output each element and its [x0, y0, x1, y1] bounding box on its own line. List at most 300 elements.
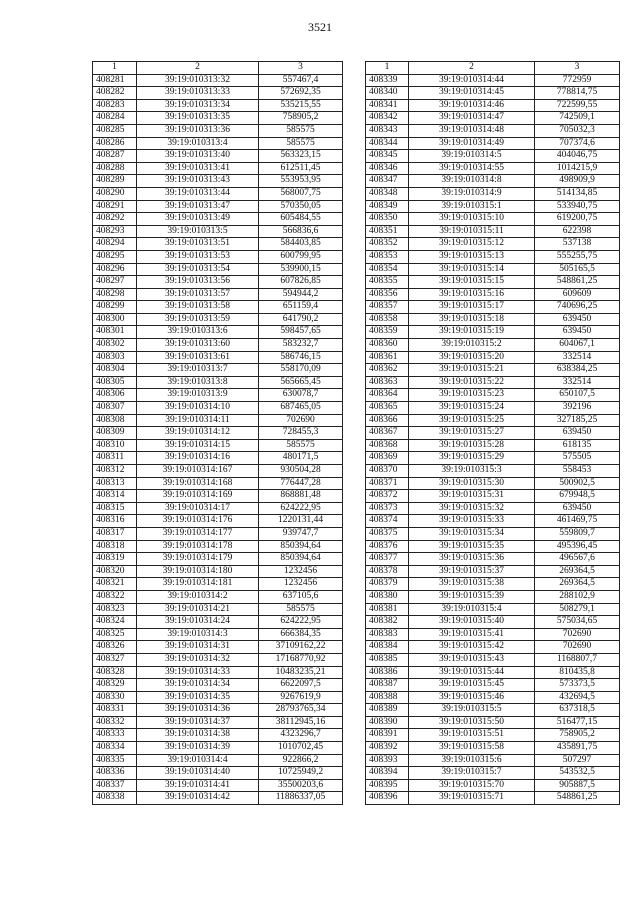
cadastral-value: 507297: [535, 754, 620, 767]
row-number: 408299: [93, 301, 137, 314]
row-number: 408351: [366, 225, 409, 238]
row-number: 408396: [366, 792, 409, 805]
cadastral-number: 39:19:010314:181: [137, 578, 259, 591]
row-number: 408282: [93, 87, 137, 100]
cadastral-value: 594944,2: [259, 288, 343, 301]
table-row: [93, 339, 343, 352]
cadastral-value: 555255,75: [535, 250, 620, 263]
cadastral-value: 1168807,7: [535, 653, 620, 666]
table-row: [93, 540, 343, 553]
cadastral-number: 39:19:010315:19: [409, 326, 535, 339]
cadastral-value: 922866,2: [259, 754, 343, 767]
row-number: 408387: [366, 679, 409, 692]
row-number: 408362: [366, 364, 409, 377]
table-row: [366, 553, 620, 566]
cadastral-value: 722599,55: [535, 99, 620, 112]
table-row: [366, 490, 620, 503]
row-number: 408368: [366, 439, 409, 452]
row-number: 408316: [93, 515, 137, 528]
table-row: [366, 402, 620, 415]
table-row: [93, 175, 343, 188]
row-number: 408393: [366, 754, 409, 767]
row-number: 408335: [93, 754, 137, 767]
table-row: [93, 679, 343, 692]
cadastral-number: 39:19:010314:8: [409, 175, 535, 188]
cadastral-number: 39:19:010315:35: [409, 540, 535, 553]
column-header: 3: [259, 62, 343, 75]
table-row: [366, 742, 620, 755]
row-number: 408365: [366, 402, 409, 415]
cadastral-value: 543532,5: [535, 767, 620, 780]
row-number: 408344: [366, 137, 409, 150]
cadastral-number: 39:19:010313:60: [137, 339, 259, 352]
row-number: 408314: [93, 490, 137, 503]
table-row: [93, 565, 343, 578]
table-row: [366, 704, 620, 717]
cadastral-number: 39:19:010314:36: [137, 704, 259, 717]
row-number: 408378: [366, 565, 409, 578]
cadastral-number: 39:19:010314:17: [137, 502, 259, 515]
row-number: 408306: [93, 389, 137, 402]
cadastral-number: 39:19:010315:50: [409, 716, 535, 729]
table-row: [93, 288, 343, 301]
table-row: [93, 767, 343, 780]
cadastral-number: 39:19:010315:23: [409, 389, 535, 402]
cadastral-number: 39:19:010314:40: [137, 767, 259, 780]
cadastral-value: 619200,75: [535, 213, 620, 226]
table-row: [366, 112, 620, 125]
cadastral-value: 1014215,9: [535, 162, 620, 175]
cadastral-value: 9267619,9: [259, 691, 343, 704]
cadastral-number: 39:19:010314:15: [137, 439, 259, 452]
cadastral-value: 37109162,22: [259, 641, 343, 654]
cadastral-number: 39:19:010314:49: [409, 137, 535, 150]
cadastral-value: 392196: [535, 402, 620, 415]
row-number: 408329: [93, 679, 137, 692]
cadastral-value: 548861,25: [535, 276, 620, 289]
table-row: [366, 288, 620, 301]
table-row: [93, 389, 343, 402]
table-row: [366, 389, 620, 402]
row-number: 408361: [366, 351, 409, 364]
table-row: [366, 238, 620, 251]
cadastral-number: 39:19:010314:31: [137, 641, 259, 654]
row-number: 408328: [93, 666, 137, 679]
cadastral-value: 702690: [535, 628, 620, 641]
row-number: 408303: [93, 351, 137, 364]
row-number: 408382: [366, 616, 409, 629]
cadastral-value: 772959: [535, 74, 620, 87]
row-number: 408307: [93, 402, 137, 415]
cadastral-value: 758905,2: [535, 729, 620, 742]
row-number: 408366: [366, 414, 409, 427]
cadastral-number: 39:19:010315:30: [409, 477, 535, 490]
cadastral-number: 39:19:010314:45: [409, 87, 535, 100]
table-row: [366, 301, 620, 314]
cadastral-value: 585575: [259, 603, 343, 616]
cadastral-value: 17168770,92: [259, 653, 343, 666]
cadastral-number: 39:19:010315:6: [409, 754, 535, 767]
table-row: [366, 716, 620, 729]
row-number: 408346: [366, 162, 409, 175]
cadastral-value: 568007,75: [259, 187, 343, 200]
cadastral-value: 639450: [535, 313, 620, 326]
cadastral-value: 495396,45: [535, 540, 620, 553]
cadastral-value: 35500203,6: [259, 779, 343, 792]
cadastral-value: 687465,05: [259, 402, 343, 415]
cadastral-number: 39:19:010313:47: [137, 200, 259, 213]
cadastral-number: 39:19:010314:169: [137, 490, 259, 503]
table-row: [366, 213, 620, 226]
row-number: 408372: [366, 490, 409, 503]
row-number: 408381: [366, 603, 409, 616]
row-number: 408283: [93, 99, 137, 112]
table-row: [366, 729, 620, 742]
table-row: [366, 364, 620, 377]
cadastral-value: 641790,2: [259, 313, 343, 326]
row-number: 408370: [366, 465, 409, 478]
cadastral-number: 39:19:010314:178: [137, 540, 259, 553]
cadastral-value: 575034,65: [535, 616, 620, 629]
cadastral-number: 39:19:010315:43: [409, 653, 535, 666]
row-number: 408291: [93, 200, 137, 213]
cadastral-value: 565665,45: [259, 376, 343, 389]
cadastral-number: 39:19:010313:40: [137, 150, 259, 163]
cadastral-number: 39:19:010314:179: [137, 553, 259, 566]
row-number: 408350: [366, 213, 409, 226]
table-row: [93, 364, 343, 377]
table-row: [93, 263, 343, 276]
cadastral-number: 39:19:010315:4: [409, 603, 535, 616]
row-number: 408337: [93, 779, 137, 792]
cadastral-number: 39:19:010314:4: [137, 754, 259, 767]
row-number: 408312: [93, 465, 137, 478]
cadastral-value: 850394,64: [259, 540, 343, 553]
table-row: [366, 137, 620, 150]
table-row: [366, 502, 620, 515]
row-number: 408336: [93, 767, 137, 780]
table-row: [93, 200, 343, 213]
row-number: 408315: [93, 502, 137, 515]
cadastral-value: 905887,5: [535, 779, 620, 792]
cadastral-value: 514134,85: [535, 187, 620, 200]
table-row: [93, 666, 343, 679]
table-row: [366, 150, 620, 163]
cadastral-value: 496567,6: [535, 553, 620, 566]
cadastral-number: 39:19:010314:9: [409, 187, 535, 200]
cadastral-number: 39:19:010313:54: [137, 263, 259, 276]
row-number: 408375: [366, 527, 409, 540]
cadastral-number: 39:19:010315:14: [409, 263, 535, 276]
row-number: 408376: [366, 540, 409, 553]
row-number: 408313: [93, 477, 137, 490]
register-table-left: [92, 61, 343, 805]
table-row: [93, 137, 343, 150]
cadastral-number: 39:19:010313:4: [137, 137, 259, 150]
table-row: [93, 490, 343, 503]
cadastral-number: 39:19:010314:34: [137, 679, 259, 692]
cadastral-number: 39:19:010315:34: [409, 527, 535, 540]
table-row: [366, 187, 620, 200]
row-number: 408340: [366, 87, 409, 100]
table-row: [366, 465, 620, 478]
cadastral-number: 39:19:010315:51: [409, 729, 535, 742]
row-number: 408367: [366, 427, 409, 440]
row-number: 408338: [93, 792, 137, 805]
table-row: [93, 641, 343, 654]
cadastral-number: 39:19:010313:33: [137, 87, 259, 100]
register-table-right-body: [366, 62, 620, 805]
row-number: 408373: [366, 502, 409, 515]
row-number: 408339: [366, 74, 409, 87]
table-row: [93, 527, 343, 540]
table-row: [93, 124, 343, 137]
cadastral-value: 535215,55: [259, 99, 343, 112]
row-number: 408331: [93, 704, 137, 717]
cadastral-number: 39:19:010315:44: [409, 666, 535, 679]
cadastral-number: 39:19:010313:35: [137, 112, 259, 125]
cadastral-number: 39:19:010313:59: [137, 313, 259, 326]
cadastral-value: 622398: [535, 225, 620, 238]
cadastral-number: 39:19:010315:17: [409, 301, 535, 314]
table-row: [93, 653, 343, 666]
row-number: 408384: [366, 641, 409, 654]
cadastral-number: 39:19:010314:55: [409, 162, 535, 175]
cadastral-number: 39:19:010313:5: [137, 225, 259, 238]
table-row: [366, 276, 620, 289]
cadastral-value: 288102,9: [535, 590, 620, 603]
cadastral-value: 666384,35: [259, 628, 343, 641]
cadastral-value: 939747,7: [259, 527, 343, 540]
cadastral-value: 930504,28: [259, 465, 343, 478]
table-row: [366, 616, 620, 629]
cadastral-number: 39:19:010313:57: [137, 288, 259, 301]
table-row: [93, 150, 343, 163]
row-number: 408321: [93, 578, 137, 591]
row-number: 408345: [366, 150, 409, 163]
cadastral-value: 651159,4: [259, 301, 343, 314]
cadastral-number: 39:19:010314:10: [137, 402, 259, 415]
column-header: 3: [535, 62, 620, 75]
row-number: 408386: [366, 666, 409, 679]
row-number: 408348: [366, 187, 409, 200]
cadastral-value: 679948,5: [535, 490, 620, 503]
cadastral-number: 39:19:010315:46: [409, 691, 535, 704]
row-number: 408285: [93, 124, 137, 137]
cadastral-number: 39:19:010315:24: [409, 402, 535, 415]
cadastral-value: 618135: [535, 439, 620, 452]
row-number: 408374: [366, 515, 409, 528]
row-number: 408298: [93, 288, 137, 301]
cadastral-value: 572692,35: [259, 87, 343, 100]
cadastral-value: 1220131,44: [259, 515, 343, 528]
table-row: [93, 87, 343, 100]
cadastral-number: 39:19:010315:38: [409, 578, 535, 591]
table-row: [93, 691, 343, 704]
cadastral-value: 586746,15: [259, 351, 343, 364]
table-row: [93, 792, 343, 805]
cadastral-value: 598457,65: [259, 326, 343, 339]
cadastral-number: 39:19:010313:9: [137, 389, 259, 402]
row-number: 408300: [93, 313, 137, 326]
cadastral-value: 38112945,16: [259, 716, 343, 729]
cadastral-value: 605484,55: [259, 213, 343, 226]
row-number: 408385: [366, 653, 409, 666]
table-row: [93, 754, 343, 767]
row-number: 408323: [93, 603, 137, 616]
cadastral-number: 39:19:010315:42: [409, 641, 535, 654]
cadastral-value: 404046,75: [535, 150, 620, 163]
table-row: [366, 691, 620, 704]
cadastral-number: 39:19:010315:39: [409, 590, 535, 603]
table-row: [366, 666, 620, 679]
cadastral-number: 39:19:010315:10: [409, 213, 535, 226]
cadastral-number: 39:19:010314:39: [137, 742, 259, 755]
cadastral-number: 39:19:010314:24: [137, 616, 259, 629]
cadastral-value: 570350,05: [259, 200, 343, 213]
row-number: 408297: [93, 276, 137, 289]
table-row: [93, 351, 343, 364]
cadastral-number: 39:19:010313:61: [137, 351, 259, 364]
cadastral-number: 39:19:010313:56: [137, 276, 259, 289]
cadastral-value: 702690: [535, 641, 620, 654]
row-number: 408353: [366, 250, 409, 263]
table-row: [93, 414, 343, 427]
cadastral-number: 39:19:010314:167: [137, 465, 259, 478]
cadastral-number: 39:19:010313:43: [137, 175, 259, 188]
table-row: [366, 427, 620, 440]
table-row: [366, 263, 620, 276]
cadastral-number: 39:19:010314:3: [137, 628, 259, 641]
row-number: 408287: [93, 150, 137, 163]
column-header: 1: [93, 62, 137, 75]
cadastral-value: 1010702,45: [259, 742, 343, 755]
table-row: [366, 414, 620, 427]
table-row: [366, 792, 620, 805]
cadastral-value: 624222,95: [259, 502, 343, 515]
cadastral-value: 432694,5: [535, 691, 620, 704]
table-row: [366, 376, 620, 389]
cadastral-value: 728455,3: [259, 427, 343, 440]
cadastral-value: 435891,75: [535, 742, 620, 755]
cadastral-value: 607826,85: [259, 276, 343, 289]
cadastral-number: 39:19:010315:37: [409, 565, 535, 578]
row-number: 408343: [366, 124, 409, 137]
row-number: 408388: [366, 691, 409, 704]
table-row: [366, 326, 620, 339]
table-row: [93, 427, 343, 440]
row-number: 408333: [93, 729, 137, 742]
row-number: 408319: [93, 553, 137, 566]
row-number: 408391: [366, 729, 409, 742]
cadastral-value: 28793765,34: [259, 704, 343, 717]
row-number: 408342: [366, 112, 409, 125]
cadastral-value: 612511,45: [259, 162, 343, 175]
table-row: [93, 515, 343, 528]
table-row: [366, 225, 620, 238]
cadastral-value: 740696,25: [535, 301, 620, 314]
cadastral-number: 39:19:010314:35: [137, 691, 259, 704]
cadastral-number: 39:19:010315:15: [409, 276, 535, 289]
cadastral-value: 624222,95: [259, 616, 343, 629]
table-row: [366, 779, 620, 792]
cadastral-value: 573373,5: [535, 679, 620, 692]
row-number: 408284: [93, 112, 137, 125]
cadastral-number: 39:19:010315:70: [409, 779, 535, 792]
row-number: 408296: [93, 263, 137, 276]
row-number: 408281: [93, 74, 137, 87]
cadastral-value: 559809,7: [535, 527, 620, 540]
table-row: [93, 238, 343, 251]
row-number: 408292: [93, 213, 137, 226]
cadastral-number: 39:19:010313:41: [137, 162, 259, 175]
cadastral-number: 39:19:010314:44: [409, 74, 535, 87]
cadastral-number: 39:19:010313:6: [137, 326, 259, 339]
cadastral-number: 39:19:010313:44: [137, 187, 259, 200]
table-row: [93, 402, 343, 415]
row-number: 408322: [93, 590, 137, 603]
cadastral-number: 39:19:010315:33: [409, 515, 535, 528]
table-row: [366, 515, 620, 528]
row-number: 408288: [93, 162, 137, 175]
cadastral-value: 609609: [535, 288, 620, 301]
row-number: 408311: [93, 452, 137, 465]
register-table-right: [365, 61, 620, 805]
table-row: [93, 376, 343, 389]
cadastral-value: 533940,75: [535, 200, 620, 213]
cadastral-number: 39:19:010314:12: [137, 427, 259, 440]
column-header: 2: [137, 62, 259, 75]
row-number: 408309: [93, 427, 137, 440]
table-row: [93, 187, 343, 200]
cadastral-number: 39:19:010314:47: [409, 112, 535, 125]
cadastral-number: 39:19:010314:38: [137, 729, 259, 742]
table-row: [366, 653, 620, 666]
cadastral-value: 758905,2: [259, 112, 343, 125]
cadastral-number: 39:19:010315:58: [409, 742, 535, 755]
table-row: [93, 628, 343, 641]
row-number: 408325: [93, 628, 137, 641]
cadastral-number: 39:19:010314:41: [137, 779, 259, 792]
cadastral-number: 39:19:010314:21: [137, 603, 259, 616]
table-row: [366, 175, 620, 188]
row-number: 408301: [93, 326, 137, 339]
cadastral-number: 39:19:010315:41: [409, 628, 535, 641]
table-row: [366, 99, 620, 112]
cadastral-value: 566836,6: [259, 225, 343, 238]
cadastral-value: 600799,95: [259, 250, 343, 263]
row-number: 408359: [366, 326, 409, 339]
cadastral-number: 39:19:010314:177: [137, 527, 259, 540]
cadastral-value: 332514: [535, 376, 620, 389]
table-row: [93, 112, 343, 125]
cadastral-number: 39:19:010315:22: [409, 376, 535, 389]
cadastral-value: 776447,28: [259, 477, 343, 490]
cadastral-value: 742509,1: [535, 112, 620, 125]
row-number: 408356: [366, 288, 409, 301]
table-row: [366, 578, 620, 591]
cadastral-value: 583232,7: [259, 339, 343, 352]
cadastral-value: 461469,75: [535, 515, 620, 528]
cadastral-number: 39:19:010315:25: [409, 414, 535, 427]
table-row: [93, 250, 343, 263]
register-table-left-body: [93, 62, 343, 805]
cadastral-number: 39:19:010315:36: [409, 553, 535, 566]
cadastral-number: 39:19:010314:46: [409, 99, 535, 112]
cadastral-number: 39:19:010313:7: [137, 364, 259, 377]
table-row: [366, 250, 620, 263]
cadastral-value: 6622097,5: [259, 679, 343, 692]
